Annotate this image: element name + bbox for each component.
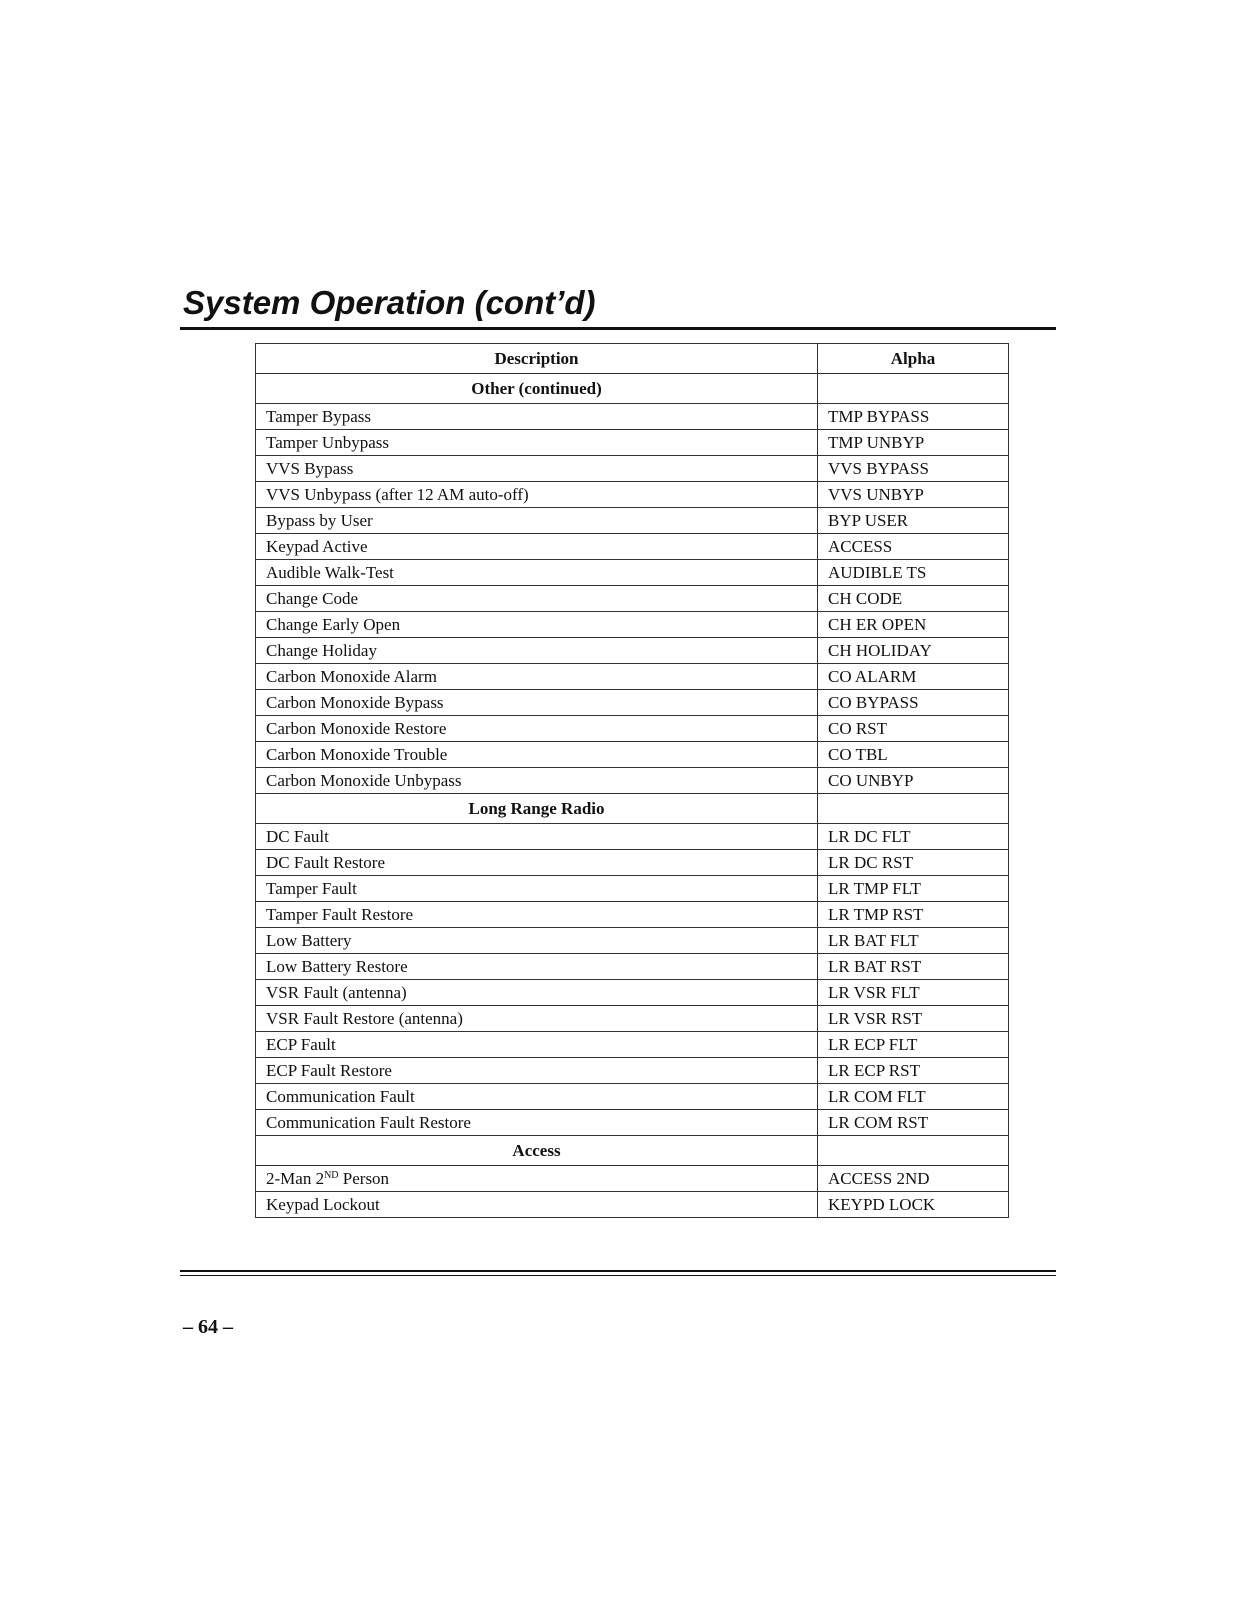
- table-row: [256, 954, 1009, 980]
- alpha-cell: LR COM RST: [818, 1110, 1009, 1136]
- alpha-cell: CH CODE: [818, 586, 1009, 612]
- alpha-cell: CO TBL: [818, 742, 1009, 768]
- table-body: [256, 374, 1009, 1218]
- footer-rule: [180, 1270, 1056, 1272]
- table-row: [256, 928, 1009, 954]
- alpha-cell: ACCESS 2ND: [818, 1166, 1009, 1192]
- alpha-cell: LR ECP FLT: [818, 1032, 1009, 1058]
- description-text: 2-Man 2: [266, 1169, 325, 1188]
- description-cell: Tamper Fault: [256, 876, 818, 902]
- table-row: [256, 482, 1009, 508]
- table-row: [256, 508, 1009, 534]
- description-cell: VVS Bypass: [256, 456, 818, 482]
- alpha-cell: CH ER OPEN: [818, 612, 1009, 638]
- alpha-cell: CH HOLIDAY: [818, 638, 1009, 664]
- table-row: [256, 824, 1009, 850]
- description-cell: Audible Walk-Test: [256, 560, 818, 586]
- table-row: [256, 1084, 1009, 1110]
- table-row: [256, 768, 1009, 794]
- table-row: [256, 430, 1009, 456]
- table-row: [256, 534, 1009, 560]
- footer-rule-thin: [180, 1275, 1056, 1276]
- alpha-cell: LR TMP RST: [818, 902, 1009, 928]
- description-cell: Keypad Lockout: [256, 1192, 818, 1218]
- table-row: [256, 742, 1009, 768]
- alpha-cell: CO UNBYP: [818, 768, 1009, 794]
- alpha-descriptor-table: [255, 343, 1009, 1218]
- description-cell: Tamper Bypass: [256, 404, 818, 430]
- section-header-row: [256, 374, 1009, 404]
- description-cell: Low Battery: [256, 928, 818, 954]
- description-cell: VSR Fault (antenna): [256, 980, 818, 1006]
- description-cell: Tamper Fault Restore: [256, 902, 818, 928]
- table-row: [256, 456, 1009, 482]
- description-cell: Carbon Monoxide Restore: [256, 716, 818, 742]
- section-label: Access: [256, 1136, 818, 1166]
- table-row: [256, 560, 1009, 586]
- section-header-row: [256, 1136, 1009, 1166]
- alpha-cell: VVS BYPASS: [818, 456, 1009, 482]
- table-row: [256, 876, 1009, 902]
- description-cell: Carbon Monoxide Bypass: [256, 690, 818, 716]
- table-row: [256, 850, 1009, 876]
- alpha-cell: VVS UNBYP: [818, 482, 1009, 508]
- description-cell: Tamper Unbypass: [256, 430, 818, 456]
- section-alpha-empty-cell: [818, 1136, 1009, 1166]
- section-label: Long Range Radio: [256, 794, 818, 824]
- description-cell: ECP Fault Restore: [256, 1058, 818, 1084]
- description-cell: VSR Fault Restore (antenna): [256, 1006, 818, 1032]
- table-row: [256, 1058, 1009, 1084]
- description-cell: Carbon Monoxide Unbypass: [256, 768, 818, 794]
- page-title: System Operation (cont’d): [183, 284, 596, 321]
- description-cell: Communication Fault: [256, 1084, 818, 1110]
- section-label: Other (continued): [256, 374, 818, 404]
- description-cell: ECP Fault: [256, 1032, 818, 1058]
- table-row: [256, 1110, 1009, 1136]
- alpha-cell: CO ALARM: [818, 664, 1009, 690]
- page-number: – 64 –: [183, 1316, 233, 1338]
- table-row: [256, 1166, 1009, 1192]
- description-cell: Change Code: [256, 586, 818, 612]
- table-row: [256, 980, 1009, 1006]
- section-alpha-empty-cell: [818, 794, 1009, 824]
- table-row: [256, 638, 1009, 664]
- description-cell: Low Battery Restore: [256, 954, 818, 980]
- description-cell: Carbon Monoxide Trouble: [256, 742, 818, 768]
- table-row: [256, 1192, 1009, 1218]
- description-cell: DC Fault Restore: [256, 850, 818, 876]
- alpha-cell: TMP UNBYP: [818, 430, 1009, 456]
- table-row: [256, 612, 1009, 638]
- title-rule: [180, 327, 1056, 330]
- section-alpha-empty-cell: [818, 374, 1009, 404]
- alpha-cell: LR DC RST: [818, 850, 1009, 876]
- description-cell: Change Holiday: [256, 638, 818, 664]
- alpha-cell: LR TMP FLT: [818, 876, 1009, 902]
- table-row: [256, 690, 1009, 716]
- alpha-cell: LR ECP RST: [818, 1058, 1009, 1084]
- description-cell: [256, 1166, 818, 1192]
- alpha-cell: ACCESS: [818, 534, 1009, 560]
- description-cell: Carbon Monoxide Alarm: [256, 664, 818, 690]
- description-cell: Bypass by User: [256, 508, 818, 534]
- section-header-row: [256, 794, 1009, 824]
- column-header-description: Description: [256, 344, 818, 374]
- table-row: [256, 1006, 1009, 1032]
- table-row: [256, 664, 1009, 690]
- column-header-alpha: Alpha: [818, 344, 1009, 374]
- description-cell: Change Early Open: [256, 612, 818, 638]
- description-cell: VVS Unbypass (after 12 AM auto-off): [256, 482, 818, 508]
- alpha-cell: LR VSR RST: [818, 1006, 1009, 1032]
- alpha-cell: TMP BYPASS: [818, 404, 1009, 430]
- alpha-cell: BYP USER: [818, 508, 1009, 534]
- description-superscript: ND: [324, 1170, 339, 1181]
- description-cell: Communication Fault Restore: [256, 1110, 818, 1136]
- table-row: [256, 586, 1009, 612]
- alpha-cell: CO RST: [818, 716, 1009, 742]
- table-row: [256, 1032, 1009, 1058]
- alpha-cell: CO BYPASS: [818, 690, 1009, 716]
- table-header-row: [256, 344, 1009, 374]
- description-cell: Keypad Active: [256, 534, 818, 560]
- alpha-cell: LR VSR FLT: [818, 980, 1009, 1006]
- alpha-cell: LR BAT RST: [818, 954, 1009, 980]
- alpha-cell: KEYPD LOCK: [818, 1192, 1009, 1218]
- alpha-descriptor-table-wrapper: [255, 343, 1008, 1218]
- alpha-cell: LR DC FLT: [818, 824, 1009, 850]
- alpha-cell: LR BAT FLT: [818, 928, 1009, 954]
- description-cell: DC Fault: [256, 824, 818, 850]
- alpha-cell: AUDIBLE TS: [818, 560, 1009, 586]
- description-suffix: Person: [338, 1169, 390, 1188]
- table-row: [256, 716, 1009, 742]
- table-row: [256, 902, 1009, 928]
- table-row: [256, 404, 1009, 430]
- alpha-cell: LR COM FLT: [818, 1084, 1009, 1110]
